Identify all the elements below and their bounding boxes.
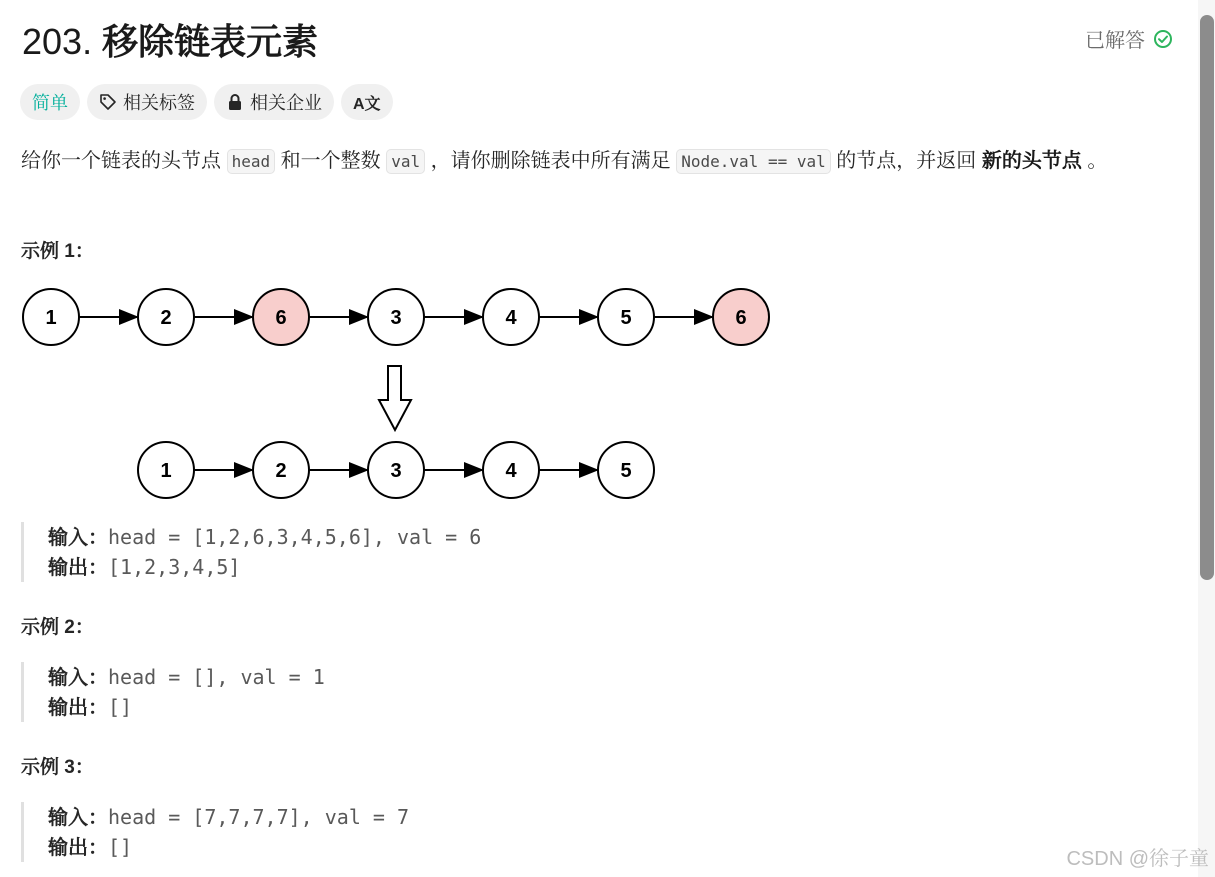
lock-icon: [226, 93, 244, 111]
example-1-title: 示例 1：: [21, 241, 94, 262]
example-3-input: 输入：head = [7,7,7,7], val = 7: [48, 805, 410, 829]
after-node-label: 4: [505, 460, 517, 482]
down-arrow-icon: [379, 366, 411, 430]
example-2-output: 输出：[]: [48, 695, 133, 719]
list-after: [138, 442, 654, 498]
problem-number: 203.: [22, 21, 93, 62]
translate-button[interactable]: [341, 84, 393, 120]
before-node-label: 5: [620, 307, 632, 329]
scrollbar-thumb[interactable]: [1200, 15, 1214, 580]
before-node-label: 6: [735, 307, 747, 329]
example-1-output: 输出：[1,2,3,4,5]: [48, 555, 241, 579]
example-2-input: 输入：head = [], val = 1: [48, 665, 325, 689]
example-2-title: 示例 2：: [21, 617, 94, 638]
difficulty-tag[interactable]: [20, 84, 80, 120]
solved-status[interactable]: [1085, 24, 1173, 53]
tag-icon: [99, 93, 117, 111]
problem-title: [22, 14, 318, 65]
check-circle-icon: [1153, 29, 1173, 49]
desc-text-5: 。: [1081, 150, 1108, 172]
desc-text-4: 的节点，并返回: [830, 150, 982, 172]
example-2-block: [21, 662, 648, 722]
desc-text-1: 给你一个链表的头节点: [21, 150, 227, 172]
inline-code-condition: Node.val == val: [676, 149, 831, 174]
example-3-block: [21, 802, 648, 862]
problem-description: [21, 143, 1181, 180]
example-1-block: [21, 522, 648, 582]
solved-label: 已解答: [1085, 30, 1145, 52]
before-node-label: 6: [275, 307, 287, 329]
desc-text-3: ，请你删除链表中所有满足: [425, 150, 677, 172]
desc-bold: 新的头节点: [981, 150, 1082, 172]
after-node-label: 2: [275, 460, 287, 482]
inline-code-head: head: [227, 149, 276, 174]
list-before: [23, 289, 769, 345]
related-companies-tag[interactable]: [214, 84, 334, 120]
example-3-title: 示例 3：: [21, 757, 94, 778]
related-topics-tag[interactable]: [87, 84, 207, 120]
inline-code-val: val: [386, 149, 425, 174]
related-topics-label: 相关标签: [123, 93, 195, 113]
tag-bar: [20, 84, 393, 120]
before-node-label: 1: [45, 307, 57, 329]
difficulty-label: 简单: [32, 93, 68, 113]
example-3-output: 输出：[]: [48, 835, 133, 859]
before-node-label: 2: [160, 307, 172, 329]
after-node-label: 5: [620, 460, 632, 482]
problem-name: 移除链表元素: [102, 21, 319, 62]
after-node-label: 1: [160, 460, 172, 482]
linked-list-diagram: [18, 280, 788, 502]
example-1-input: 输入：head = [1,2,6,3,4,5,6], val = 6: [48, 525, 482, 549]
translate-icon: A文: [353, 95, 381, 113]
related-companies-label: 相关企业: [250, 93, 322, 113]
desc-text-2: 和一个整数: [275, 150, 387, 172]
after-node-label: 3: [390, 460, 402, 482]
watermark: CSDN @徐子童: [1066, 848, 1209, 870]
before-node-label: 3: [390, 307, 402, 329]
before-node-label: 4: [505, 307, 517, 329]
